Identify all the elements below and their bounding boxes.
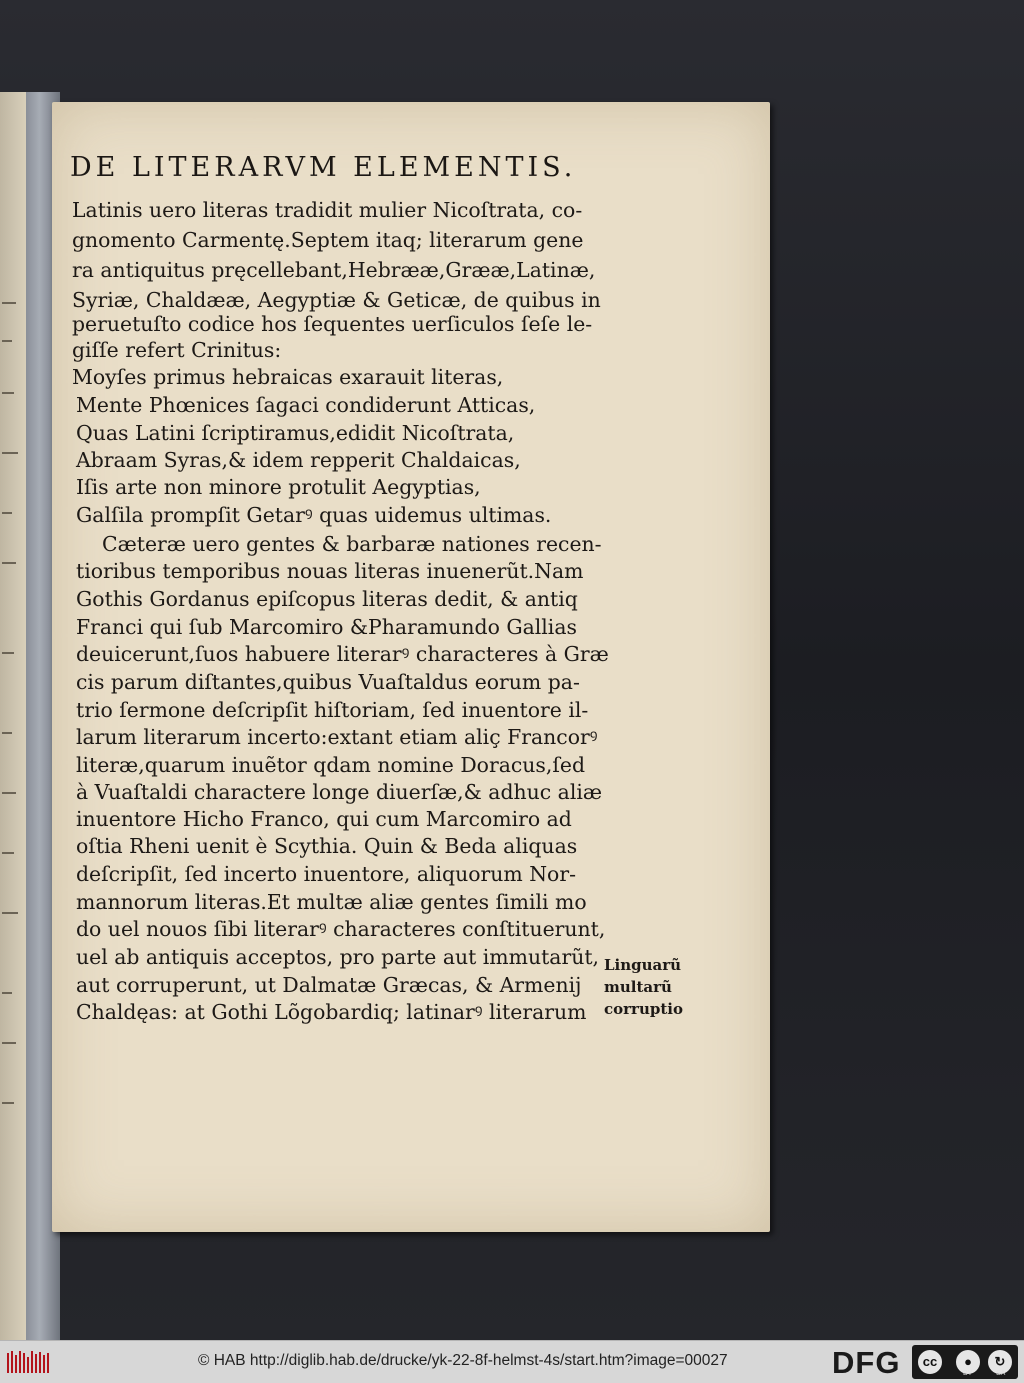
text-line: peruetuſto codice hos ſequentes uerſiculos ſeſe le- xyxy=(72,312,593,336)
text-line: deſcripſit, ſed incerto inuentore, aliquorum Nor- xyxy=(76,862,576,886)
text-line: tioribus temporibus nouas literas inuenerũt.Nam xyxy=(76,559,584,583)
text-line: deuicerunt,ſuos habuere literarꝰ characteres à Græ xyxy=(76,642,609,666)
text-line: cis parum diſtantes,quibus Vuaſtaldus eorum pa- xyxy=(76,670,580,694)
page-heading: DE LITERARVM ELEMENTIS. xyxy=(70,152,577,183)
text-line: giſſe refert Crinitus: xyxy=(72,338,282,362)
verse-line: Moyſes primus hebraicas exarauit literas, xyxy=(72,365,504,389)
text-line: Gothis Gordanus epiſcopus literas dedit, & antiq xyxy=(76,587,578,611)
text-line: gnomento Carmentę.Septem itaq; literarum gene xyxy=(72,228,584,252)
cc-license-badge[interactable] xyxy=(912,1345,1018,1379)
sa-label: SA xyxy=(996,1370,1006,1377)
verse-line: Quas Latini ſcriptiramus,edidit Nicoſtrata, xyxy=(76,421,515,445)
text-line: Franci qui ſub Marcomiro &Pharamundo Gallias xyxy=(76,615,577,639)
text-line: à Vuaſtaldi charactere longe diuerſæ,& adhuc aliæ xyxy=(76,780,603,804)
marginal-note: Linguarũ xyxy=(604,956,682,974)
text-line: Latinis uero literas tradidit mulier Nicoſtrata, co- xyxy=(72,198,583,222)
text-line: ra antiquitus pręcellebant,Hebrææ,Grææ,Latinæ, xyxy=(72,258,596,282)
text-line: uel ab antiquis acceptos, pro parte aut immutarũt, xyxy=(76,945,600,969)
text-line: do uel nouos ſibi literarꝰ characteres conſtituerunt, xyxy=(76,917,606,941)
marginal-note: corruptio xyxy=(604,1000,683,1018)
text-line: trio ſermone deſcripſit hiſtoriam, ſed inuentore il- xyxy=(76,698,589,722)
text-line: Syriæ, Chaldææ, Aegyptiæ & Geticæ, de quibus in xyxy=(72,288,601,312)
text-line: Cæteræ uero gentes & barbaræ nationes recen- xyxy=(102,532,602,556)
verse-line: Galſila prompſit Getarꝰ quas uidemus ultimas. xyxy=(76,503,552,527)
text-line: Chaldęas: at Gothi Lõgobardiq; latinarꝰ literarum xyxy=(76,1000,587,1024)
copyright-link[interactable]: © HAB http://diglib.hab.de/drucke/yk-22-8f-helmst-4s/start.htm?image=00027 xyxy=(198,1352,728,1369)
marginal-note: multarũ xyxy=(604,978,672,996)
text-line: oſtia Rheni uenit è Scythia. Quin & Beda aliquas xyxy=(76,834,578,858)
text-line: literæ,quarum inuẽtor qdam nomine Doracus,ſed xyxy=(76,753,586,777)
cc-icon: cc xyxy=(916,1348,944,1376)
by-label: BY xyxy=(963,1370,973,1377)
text-line: mannorum literas.Et multæ aliæ gentes ſimili mo xyxy=(76,890,587,914)
text-line: larum literarum incerto:extant etiam aliç Francorꝰ xyxy=(76,725,598,749)
dfg-logo[interactable]: DFG xyxy=(832,1345,901,1380)
share-alike-icon: ↻ xyxy=(986,1348,1014,1376)
verse-line: Mente Phœnices ſagaci condiderunt Atticas, xyxy=(76,393,536,417)
text-line: inuentore Hicho Franco, qui cum Marcomiro ad xyxy=(76,807,572,831)
verse-line: Iſis arte non minore protulit Aegyptias, xyxy=(76,475,481,499)
hab-logo-icon[interactable] xyxy=(6,1349,50,1375)
text-line: aut corruperunt, ut Dalmatæ Græcas, & Armenij xyxy=(76,973,582,997)
footer-bar xyxy=(0,1340,1024,1383)
by-attribution-icon: ● xyxy=(954,1348,982,1376)
verse-line: Abraam Syras,& idem repperit Chaldaicas, xyxy=(76,448,521,472)
